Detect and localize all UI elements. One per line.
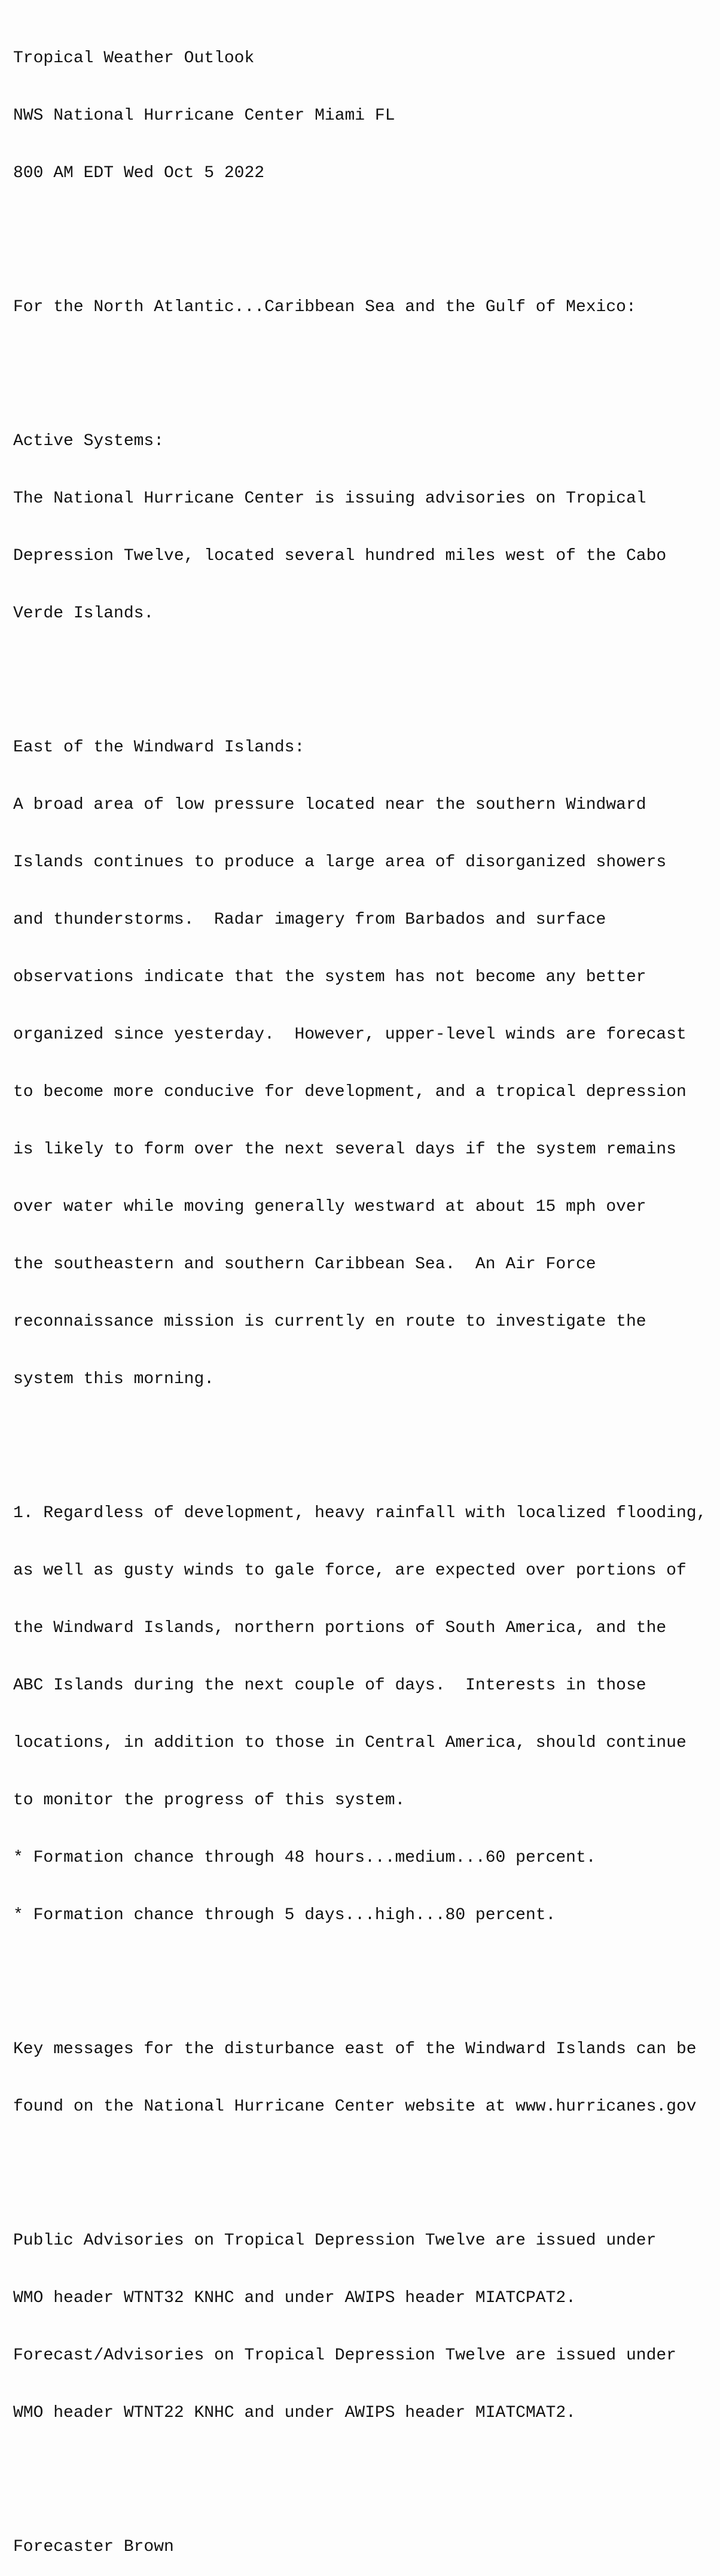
key-messages-line: Key messages for the disturbance east of the Windward Islands can be: [13, 2040, 697, 2059]
disturbance-line: over water while moving generally westward at about 15 mph over: [13, 1198, 646, 1216]
advisories-line: WMO header WTNT22 KNHC and under AWIPS header MIATCMAT2.: [13, 2404, 576, 2422]
item1-line: 1. Regardless of development, heavy rainfall with localized flooding,: [13, 1504, 707, 1523]
blank-line: [13, 1427, 716, 1447]
item1-line: to monitor the progress of this system.: [13, 1791, 405, 1810]
disturbance-line: the southeastern and southern Caribbean Sea. An Air Force: [13, 1255, 596, 1274]
advisories-line: Forecast/Advisories on Tropical Depression Twelve are issued under: [13, 2346, 676, 2365]
active-systems-heading: Active Systems:: [13, 432, 164, 450]
disturbance-line: system this morning.: [13, 1370, 215, 1389]
item1-line: as well as gusty winds to gale force, are expected over portions of: [13, 1561, 687, 1580]
item1-line: ABC Islands during the next couple of days. Interests in those: [13, 1676, 646, 1695]
disturbance-line: to become more conducive for development, and a tropical depression: [13, 1083, 687, 1101]
blank-line: [13, 2461, 716, 2480]
disturbance-line: reconnaissance mission is currently en route to investigate the: [13, 1313, 646, 1331]
blank-line: [13, 1963, 716, 1983]
disturbance-line: observations indicate that the system has not become any better: [13, 968, 646, 986]
blank-line: [13, 355, 716, 374]
issue-time: 800 AM EDT Wed Oct 5 2022: [13, 164, 265, 182]
formation-chance-5d: * Formation chance through 5 days...high...80 percent.: [13, 1906, 556, 1925]
formation-chance-48h: * Formation chance through 48 hours...medium...60 percent.: [13, 1849, 596, 1867]
disturbance-line: A broad area of low pressure located near the southern Windward: [13, 796, 646, 814]
product-title: Tropical Weather Outlook: [13, 49, 255, 68]
blank-line: [13, 662, 716, 681]
advisories-line: Public Advisories on Tropical Depression Twelve are issued under: [13, 2231, 657, 2250]
outlook-document: [13, 11, 716, 2576]
active-systems-line: The National Hurricane Center is issuing advisories on Tropical: [13, 489, 646, 508]
region-statement: For the North Atlantic...Caribbean Sea and the Gulf of Mexico:: [13, 298, 636, 316]
disturbance-line: organized since yesterday. However, upper-level winds are forecast: [13, 1025, 687, 1044]
item1-line: locations, in addition to those in Central America, should continue: [13, 1734, 687, 1752]
active-systems-line: Verde Islands.: [13, 604, 154, 623]
blank-line: [13, 221, 716, 240]
advisories-line: WMO header WTNT32 KNHC and under AWIPS header MIATCPAT2.: [13, 2289, 576, 2307]
key-messages-line: found on the National Hurricane Center website at www.hurricanes.gov: [13, 2097, 697, 2116]
disturbance-line: is likely to form over the next several days if the system remains: [13, 1140, 676, 1159]
disturbance-line: and thunderstorms. Radar imagery from Barbados and surface: [13, 911, 606, 929]
issuing-office: NWS National Hurricane Center Miami FL: [13, 106, 395, 125]
disturbance-heading: East of the Windward Islands:: [13, 738, 305, 757]
blank-line: [13, 2155, 716, 2174]
item1-line: the Windward Islands, northern portions of South America, and the: [13, 1619, 667, 1637]
forecaster-signature: Forecaster Brown: [13, 2538, 174, 2556]
disturbance-line: Islands continues to produce a large area of disorganized showers: [13, 853, 667, 872]
active-systems-line: Depression Twelve, located several hundred miles west of the Cabo: [13, 547, 667, 565]
